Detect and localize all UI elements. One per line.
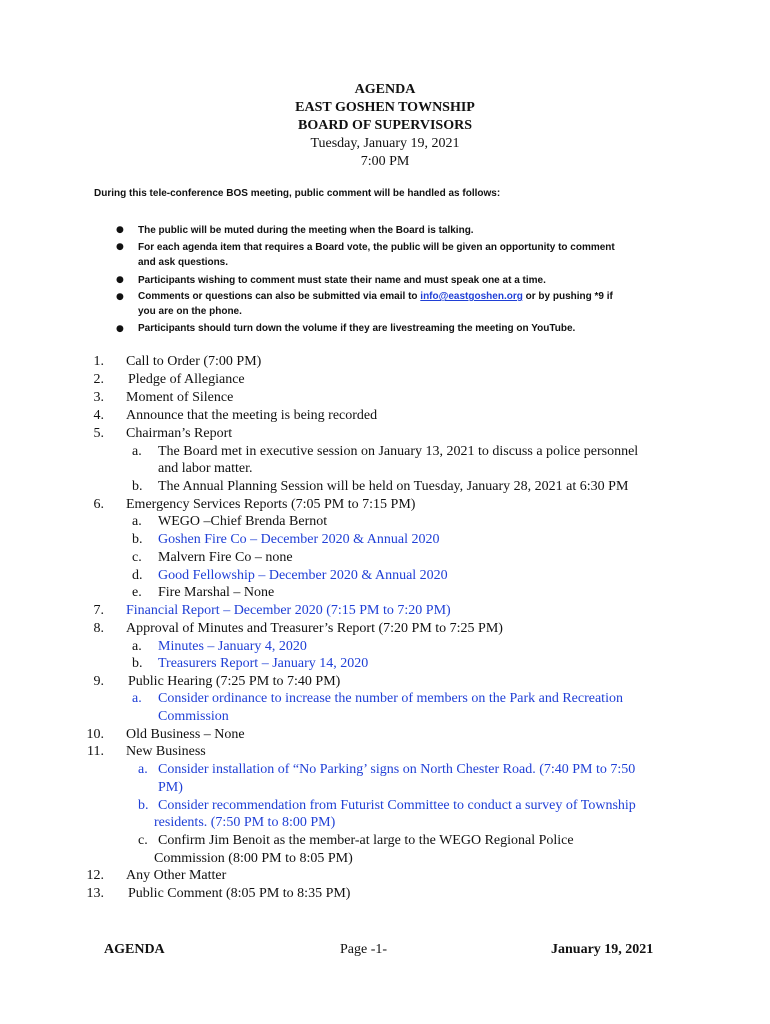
no-parking-link[interactable]: Consider installation of “No Parking’ signs on North Chester Road. (7:40 PM to 7:50 [158,762,636,777]
no-parking-link-cont[interactable]: PM) [158,780,183,795]
sub-item-letter: c. [138,833,148,848]
bullet-item: Participants wishing to comment must state their name and must speak one at a time. [138,275,546,286]
bullet-icon: ● [116,292,124,302]
item-number: 7. [93,603,104,618]
bullet-icon: ● [116,275,124,285]
bullet-item: Participants should turn down the volume if they are livestreaming the meeting on YouTube. [138,323,576,334]
item-number: 8. [93,621,104,636]
agenda-item: New Business [126,744,206,759]
sub-item-letter: a. [138,762,148,777]
sub-item-letter: a. [132,514,142,529]
sub-item-cont: and labor matter. [158,461,253,476]
sub-item: The Annual Planning Session will be held on Tuesday, January 28, 2021 at 6:30 PM [158,479,629,494]
sub-item-letter: b. [132,656,143,671]
sub-item-letter: b. [132,532,143,547]
ordinance-link-cont[interactable]: Commission [158,709,229,724]
agenda-item: Pledge of Allegiance [128,372,245,387]
ordinance-link[interactable]: Consider ordinance to increase the number of members on the Park and Recreation [158,691,623,706]
item-number: 10. [86,727,104,742]
bullet-icon: ● [116,225,124,235]
bullet-item-cont: you are on the phone. [138,306,242,317]
email-link[interactable]: info@eastgoshen.org [420,291,523,302]
good-fellowship-report-link[interactable]: Good Fellowship – December 2020 & Annual 2020 [158,568,448,583]
bullet-item [138,289,613,305]
sub-item-letter: a. [132,444,142,459]
sub-item: Fire Marshal – None [158,585,275,600]
item-number: 1. [93,354,104,369]
agenda-item: Public Hearing (7:25 PM to 7:40 PM) [128,674,341,689]
footer-date: January 19, 2021 [551,942,654,957]
footer-left: AGENDA [104,942,165,957]
sub-item-letter: d. [132,568,143,583]
item-number: 5. [93,426,104,441]
sub-item-cont: Commission (8:00 PM to 8:05 PM) [154,851,353,866]
item-number: 13. [86,886,104,901]
item-number: 2. [93,372,104,387]
sub-item: The Board met in executive session on January 13, 2021 to discuss a police personnel [158,444,639,459]
bullet-item: For each agenda item that requires a Board vote, the public will be given an opportunity to comment [138,242,615,253]
item-number: 3. [93,390,104,405]
futurist-survey-link-cont[interactable]: residents. (7:50 PM to 8:00 PM) [154,815,336,830]
item-number: 11. [87,744,104,759]
page-number: Page -1- [340,942,388,957]
sub-item-letter: e. [132,585,142,600]
item-number: 6. [93,497,104,512]
futurist-survey-link[interactable]: Consider recommendation from Futurist Committee to conduct a survey of Township [158,798,636,813]
sub-item-letter: c. [132,550,142,565]
sub-item: Malvern Fire Co – none [158,550,293,565]
goshen-fire-report-link[interactable]: Goshen Fire Co – December 2020 & Annual 2020 [158,532,440,547]
minutes-link[interactable]: Minutes – January 4, 2020 [158,639,307,654]
sub-item-letter: a. [132,691,142,706]
bullet-text: Comments or questions can also be submitted via email to [138,291,421,302]
sub-item: WEGO –Chief Brenda Bernot [158,514,328,529]
bullet-icon: ● [116,242,124,252]
meeting-time: 7:00 PM [360,154,410,169]
bullet-item-cont: and ask questions. [138,257,229,268]
sub-item: Confirm Jim Benoit as the member-at large to the WEGO Regional Police [158,833,574,848]
sub-item-letter: b. [132,479,143,494]
meeting-date: Tuesday, January 19, 2021 [310,136,460,151]
bullet-icon: ● [116,324,124,334]
intro-text: During this tele-conference BOS meeting, public comment will be handled as follows: [94,188,501,199]
sub-item-letter: b. [138,798,149,813]
board-name: BOARD OF SUPERVISORS [297,118,472,133]
treasurers-report-link[interactable]: Treasurers Report – January 14, 2020 [158,656,369,671]
bullet-text: or by pushing *9 if [522,291,613,302]
agenda-item: Any Other Matter [126,868,227,883]
agenda-item: Old Business – None [126,727,245,742]
agenda-item: Moment of Silence [126,390,234,405]
agenda-item: Approval of Minutes and Treasurer’s Report (7:20 PM to 7:25 PM) [126,621,503,636]
doc-title: AGENDA [354,82,416,97]
bullet-item: The public will be muted during the meeting when the Board is talking. [138,225,474,236]
agenda-item: Chairman’s Report [126,426,233,441]
agenda-item: Public Comment (8:05 PM to 8:35 PM) [128,886,351,901]
agenda-item: Emergency Services Reports (7:05 PM to 7:15 PM) [126,497,416,512]
item-number: 4. [93,408,104,423]
item-number: 12. [86,868,104,883]
financial-report-link[interactable]: Financial Report – December 2020 (7:15 PM to 7:20 PM) [126,603,451,618]
agenda-item: Announce that the meeting is being recorded [126,408,378,423]
item-number: 9. [93,674,104,689]
township-name: EAST GOSHEN TOWNSHIP [295,100,475,115]
agenda-item: Call to Order (7:00 PM) [126,354,262,369]
sub-item-letter: a. [132,639,142,654]
